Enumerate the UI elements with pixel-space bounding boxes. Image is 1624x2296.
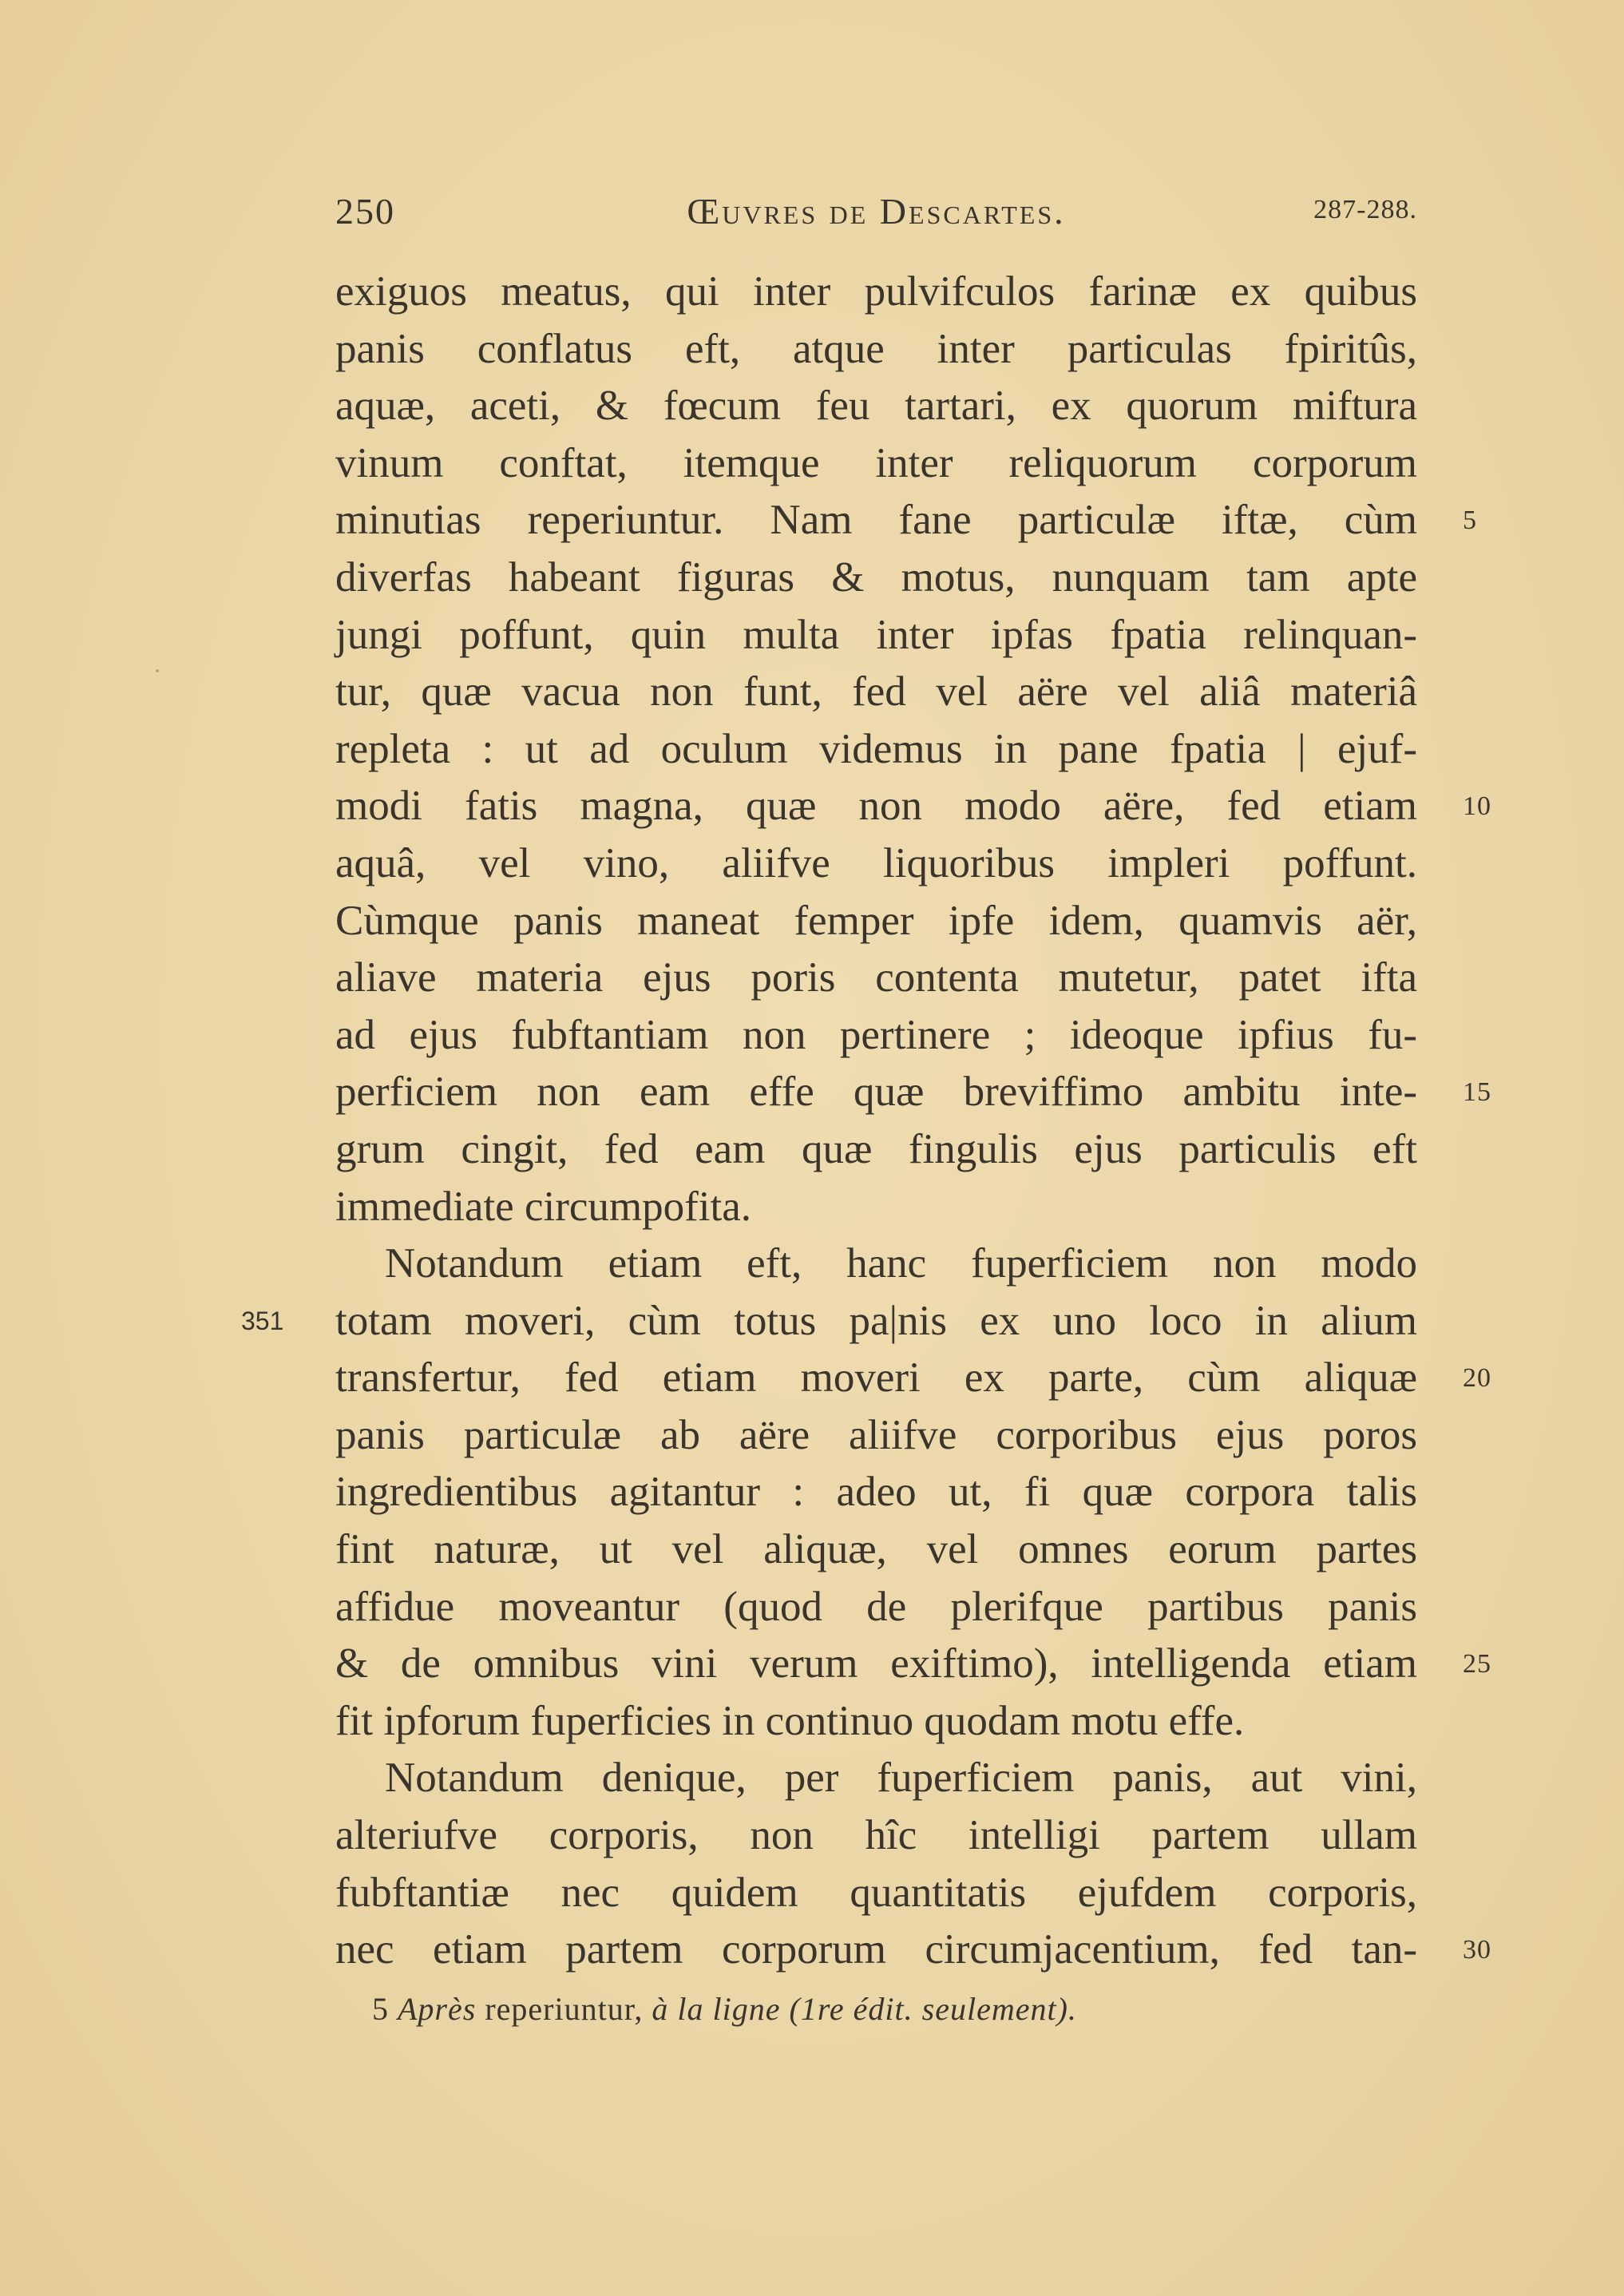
text-line xyxy=(335,1179,1417,1236)
text-line xyxy=(335,1921,1491,1979)
text-line-content: fint naturæ, ut vel aliquæ, vel omnes eorum partes xyxy=(335,1526,1417,1573)
line-number: 25 xyxy=(1463,1649,1491,1679)
line-number: 30 xyxy=(1463,1935,1491,1965)
text-line xyxy=(335,1807,1417,1865)
text-line xyxy=(335,1407,1417,1465)
text-line xyxy=(335,435,1417,493)
text-line xyxy=(335,607,1417,664)
text-line xyxy=(335,1064,1491,1121)
text-line xyxy=(335,549,1417,607)
footnote-number: 5 xyxy=(372,1991,389,2027)
text-line xyxy=(335,1235,1417,1293)
text-line xyxy=(335,264,1417,321)
text-line-content: ingredientibus agitantur : adeo ut, fi quæ corpora talis xyxy=(335,1469,1417,1516)
text-line xyxy=(335,1464,1417,1521)
text-line xyxy=(335,1350,1491,1407)
text-line-content: Notandum denique, per fuperficiem panis, aut vini, xyxy=(385,1755,1417,1802)
text-line-content: & de omnibus vini verum exiftimo), intelligenda etiam xyxy=(335,1640,1417,1687)
text-line-content: totam moveri, cùm totus pa|nis ex uno loco in alium xyxy=(335,1297,1417,1344)
text-line-content: aquæ, aceti, & fœcum feu tartari, ex quorum miftura xyxy=(335,383,1417,430)
text-line-content: tur, quæ vacua non funt, fed vel aëre vel aliâ materiâ xyxy=(335,668,1417,716)
text-line xyxy=(335,950,1417,1007)
text-line-content: panis conflatus eft, atque inter particulas fpiritûs, xyxy=(335,325,1417,372)
text-line xyxy=(241,1293,1417,1350)
text-line xyxy=(335,1579,1417,1636)
text-line xyxy=(335,893,1417,950)
text-line xyxy=(335,1521,1417,1579)
text-line xyxy=(335,1121,1417,1179)
text-line xyxy=(335,835,1417,893)
text-line-content: alteriufve corporis, non hîc intelligi partem ullam xyxy=(335,1812,1417,1859)
text-line-content: fit ipforum fuperficies in continuo quodam motu effe. xyxy=(335,1697,1245,1744)
text-line xyxy=(335,778,1491,835)
footnote-a-la-ligne: à la ligne xyxy=(652,1991,781,2027)
text-line-content: minutias reperiuntur. Nam fane particulæ iftæ, cùm xyxy=(335,497,1417,544)
text-line xyxy=(335,1693,1417,1751)
text-line-content: Cùmque panis maneat femper ipfe idem, quamvis aër, xyxy=(335,897,1417,944)
running-header xyxy=(335,190,1417,246)
text-line-content: transfertur, fed etiam moveri ex parte, cùm aliquæ xyxy=(335,1354,1417,1402)
page-reference: 287-288. xyxy=(1313,195,1417,224)
text-line-content: exiguos meatus, qui inter pulvifculos farinæ ex quibus xyxy=(335,268,1417,315)
paper-speck xyxy=(156,669,159,672)
text-line xyxy=(335,1636,1491,1693)
text-line xyxy=(335,664,1417,721)
text-line-content: perficiem non eam effe quæ breviffimo ambitu inte- xyxy=(335,1069,1417,1116)
text-line-content: panis particulæ ab aëre aliifve corporibus ejus poros xyxy=(335,1411,1417,1458)
text-line xyxy=(335,1007,1417,1065)
footnote xyxy=(372,1990,1077,2028)
text-line xyxy=(335,492,1477,549)
line-number: 5 xyxy=(1463,506,1477,536)
text-line xyxy=(335,1865,1417,1922)
text-line-content: immediate circumpofita. xyxy=(335,1183,751,1230)
line-number: 10 xyxy=(1463,791,1491,822)
footnote-edition: (1re édit. seulement). xyxy=(789,1991,1077,2027)
text-line-content: aliave materia ejus poris contenta mutetur, patet ifta xyxy=(335,954,1417,1001)
text-line xyxy=(335,378,1417,435)
footnote-apres: Après xyxy=(398,1991,477,2027)
text-line-content: Notandum etiam eft, hanc fuperficiem non modo xyxy=(385,1240,1417,1287)
text-line-content: jungi poffunt, quin multa inter ipfas fpatia relinquan- xyxy=(335,611,1417,658)
text-line xyxy=(335,321,1417,379)
body-text xyxy=(241,264,1491,1979)
text-line xyxy=(335,1750,1417,1807)
text-line-content: fubftantiæ nec quidem quantitatis ejufdem corporis, xyxy=(335,1869,1417,1916)
text-line-content: nec etiam partem corporum circumjacentium, fed tan- xyxy=(335,1926,1417,1973)
text-line-content: ad ejus fubftantiam non pertinere ; ideoque ipfius fu- xyxy=(335,1011,1417,1058)
text-line-content: affidue moveantur (quod de plerifque partibus panis xyxy=(335,1583,1417,1630)
text-line-content: diverfas habeant figuras & motus, nunquam tam apte xyxy=(335,553,1417,601)
text-line-content: repleta : ut ad oculum videmus in pane fpatia | ejuf- xyxy=(335,725,1417,772)
margin-reference: 351 xyxy=(241,1306,284,1335)
line-number: 20 xyxy=(1463,1363,1491,1394)
text-line-content: aquâ, vel vino, aliifve liquoribus impleri poffunt. xyxy=(335,839,1417,886)
text-line xyxy=(335,721,1417,779)
text-line-content: vinum conftat, itemque inter reliquorum corporum xyxy=(335,439,1417,486)
text-line-content: grum cingit, fed eam quæ fingulis ejus particulis eft xyxy=(335,1125,1417,1172)
text-line-content: modi fatis magna, quæ non modo aëre, fed etiam xyxy=(335,783,1417,830)
running-title: Œuvres de Descartes. xyxy=(687,191,1066,232)
footnote-word: reperiuntur, xyxy=(485,1991,644,2027)
page-number: 250 xyxy=(335,191,395,232)
line-number: 15 xyxy=(1463,1077,1491,1108)
